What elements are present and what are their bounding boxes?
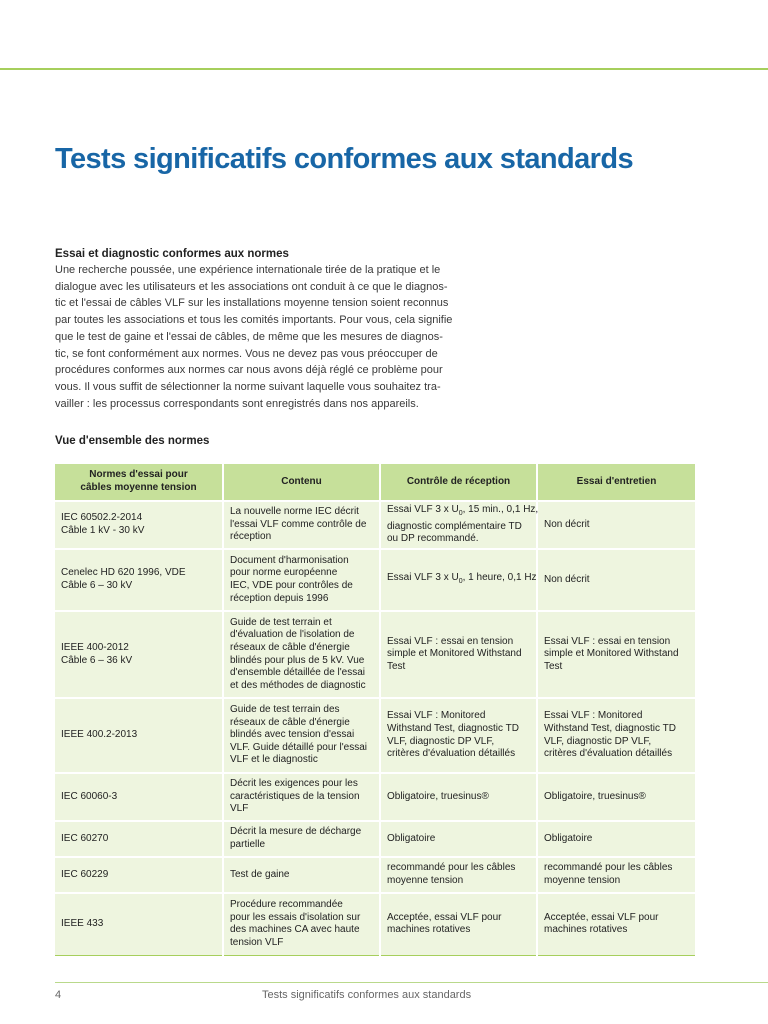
table-row bbox=[55, 698, 695, 773]
cell-line: Obligatoire bbox=[544, 832, 593, 844]
cell-line bbox=[387, 504, 539, 521]
voltage-prefix: Essai VLF 3 x U bbox=[387, 504, 459, 516]
cell-line: Obligatoire bbox=[387, 832, 436, 844]
cell-line: Obligatoire, truesinus® bbox=[544, 790, 646, 802]
cell-line: critères d'évaluation détaillés bbox=[387, 748, 516, 760]
table-row bbox=[55, 857, 695, 893]
intro-line: vailler : les processus correspondants sont enregistrés dans nos appareils. bbox=[55, 397, 419, 410]
footer-rule bbox=[55, 982, 768, 983]
cell-line: Décrit les exigences pour les bbox=[230, 778, 358, 790]
cell-norm bbox=[55, 501, 223, 549]
cell-line: partielle bbox=[230, 839, 266, 850]
cell-line: VLF bbox=[230, 803, 249, 815]
page-number: 4 bbox=[55, 989, 62, 1001]
cell-line: VLF et le diagnostic bbox=[230, 754, 318, 766]
table-row bbox=[55, 893, 695, 955]
header-maintenance: Essai d'entretien bbox=[537, 464, 695, 501]
intro-line: vous. Il vous suffit de sélectionner la norme suivant laquelle vous souhaitez tra- bbox=[55, 380, 441, 393]
header-content: Contenu bbox=[223, 464, 380, 501]
cell-line: machines rotatives bbox=[544, 924, 628, 936]
cell-norm bbox=[55, 893, 223, 955]
cell-line: Acceptée, essai VLF pour bbox=[544, 911, 659, 923]
cell-line: Test de gaine bbox=[230, 868, 290, 880]
intro-paragraph bbox=[55, 262, 480, 412]
cell-line: réseaux de câble d'énergie bbox=[230, 716, 350, 728]
cell-line: Withstand Test, diagnostic TD bbox=[387, 722, 519, 734]
cell-line: pour norme européenne bbox=[230, 567, 338, 579]
cell-maintenance bbox=[537, 549, 695, 611]
cell-line: Non décrit bbox=[544, 518, 590, 530]
intro-section bbox=[55, 246, 480, 412]
cell-content bbox=[223, 893, 380, 955]
cell-line: l'essai VLF comme contrôle de bbox=[230, 518, 367, 530]
cell-line: réception depuis 1996 bbox=[230, 592, 329, 604]
cell-line: VLF, diagnostic DP VLF, bbox=[544, 735, 652, 747]
top-rule bbox=[0, 68, 768, 70]
cell-maintenance bbox=[537, 611, 695, 698]
cell-norm bbox=[55, 857, 223, 893]
intro-line: tic, se font conformément aux normes. Vous ne devez pas vous préoccuper de bbox=[55, 347, 438, 360]
voltage-subscript: 0 bbox=[458, 510, 463, 518]
cell-content bbox=[223, 821, 380, 857]
cell-line bbox=[387, 571, 537, 589]
cell-line: IEC, VDE pour contrôles de bbox=[230, 580, 353, 591]
intro-line: Une recherche poussée, une expérience internationale tirée de la pratique et le bbox=[55, 264, 441, 276]
cell-line: d'ensemble détaillée de l'essai bbox=[230, 667, 366, 679]
cell-line: Cenelec HD 620 1996, VDE bbox=[61, 567, 186, 579]
table-body bbox=[55, 501, 695, 955]
cell-line: Câble 6 – 36 kV bbox=[61, 654, 133, 666]
cell-line: Essai VLF : essai en tension bbox=[387, 635, 514, 647]
header-norm-line: câbles moyenne tension bbox=[80, 482, 197, 493]
cell-line: La nouvelle norme IEC décrit bbox=[230, 506, 359, 518]
cell-line: simple et Monitored Withstand bbox=[544, 648, 679, 660]
cell-acceptance bbox=[380, 501, 537, 549]
cell-line: IEEE 400-2012 bbox=[61, 641, 129, 653]
cell-maintenance bbox=[537, 821, 695, 857]
intro-line: dialogue avec les utilisateurs et les associations ont conduit à ce que le diagnos- bbox=[55, 280, 448, 293]
cell-line: IEC 60060-3 bbox=[61, 790, 118, 802]
header-norm-line: Normes d'essai pour bbox=[89, 469, 188, 481]
cell-line: diagnostic complémentaire TD bbox=[387, 520, 522, 532]
cell-line: machines rotatives bbox=[387, 924, 471, 936]
cell-content bbox=[223, 611, 380, 698]
cell-acceptance bbox=[380, 893, 537, 955]
cell-maintenance bbox=[537, 698, 695, 773]
cell-line: simple et Monitored Withstand bbox=[387, 648, 522, 660]
cell-line: Câble 1 kV - 30 kV bbox=[61, 525, 145, 536]
intro-line: que le test de gaine et l'essai de câbles, de même que les mesures de diagnos- bbox=[55, 330, 443, 343]
header-acceptance: Contrôle de réception bbox=[380, 464, 537, 501]
table-row bbox=[55, 773, 695, 821]
table-header-row bbox=[55, 464, 695, 501]
cell-acceptance bbox=[380, 821, 537, 857]
intro-heading: Essai et diagnostic conformes aux normes bbox=[55, 248, 289, 260]
cell-line: IEC 60229 bbox=[61, 868, 109, 880]
cell-line: ou DP recommandé. bbox=[387, 533, 479, 545]
cell-line: moyenne tension bbox=[387, 875, 464, 886]
table-row bbox=[55, 501, 695, 549]
cell-norm bbox=[55, 549, 223, 611]
cell-content bbox=[223, 857, 380, 893]
cell-acceptance bbox=[380, 857, 537, 893]
overview-heading: Vue d'ensemble des normes bbox=[55, 435, 210, 447]
cell-line: Test bbox=[387, 660, 406, 672]
cell-content bbox=[223, 773, 380, 821]
cell-norm bbox=[55, 821, 223, 857]
cell-line: Withstand Test, diagnostic TD bbox=[544, 722, 676, 734]
cell-content bbox=[223, 501, 380, 549]
cell-line: réseaux de câble d'énergie bbox=[230, 641, 350, 653]
cell-maintenance bbox=[537, 893, 695, 955]
cell-acceptance bbox=[380, 773, 537, 821]
cell-line: IEC 60502.2-2014 bbox=[61, 512, 143, 524]
cell-line: Procédure recommandée bbox=[230, 899, 343, 911]
cell-maintenance bbox=[537, 773, 695, 821]
cell-acceptance bbox=[380, 549, 537, 611]
cell-line: critères d'évaluation détaillés bbox=[544, 748, 673, 760]
cell-line: Décrit la mesure de décharge bbox=[230, 826, 362, 838]
intro-line: par toutes les associations et tous les comités importants. Pour vous, cela signifie bbox=[55, 314, 453, 327]
cell-line: Document d'harmonisation bbox=[230, 554, 349, 566]
cell-line: Acceptée, essai VLF pour bbox=[387, 911, 502, 923]
voltage-suffix: , 1 heure, 0,1 Hz bbox=[462, 571, 537, 583]
cell-line: Essai VLF : Monitored bbox=[387, 710, 486, 722]
cell-line: pour les essais d'isolation sur bbox=[230, 911, 361, 923]
cell-line: des machines CA avec haute bbox=[230, 924, 360, 936]
table-row bbox=[55, 821, 695, 857]
running-title: Tests significatifs conformes aux standards bbox=[262, 989, 472, 1001]
header-norm bbox=[55, 464, 223, 501]
cell-line: Câble 6 – 30 kV bbox=[61, 580, 133, 591]
cell-line: Test bbox=[544, 660, 563, 672]
cell-line: blindés avec tension d'essai bbox=[230, 729, 355, 741]
page-title: Tests significatifs conformes aux standards bbox=[55, 143, 634, 175]
cell-content bbox=[223, 549, 380, 611]
cell-line: Obligatoire, truesinus® bbox=[387, 790, 489, 802]
cell-norm bbox=[55, 611, 223, 698]
cell-norm bbox=[55, 698, 223, 773]
cell-content bbox=[223, 698, 380, 773]
voltage-suffix: , 15 min., 0,1 Hz, bbox=[462, 504, 539, 516]
cell-line: IEEE 433 bbox=[61, 917, 104, 929]
cell-acceptance bbox=[380, 698, 537, 773]
table-row bbox=[55, 549, 695, 611]
cell-line: IEEE 400.2-2013 bbox=[61, 729, 138, 741]
voltage-subscript: 0 bbox=[458, 577, 463, 585]
cell-line: Essai VLF : essai en tension bbox=[544, 635, 671, 647]
norms-table bbox=[55, 464, 695, 956]
cell-line: réception bbox=[230, 531, 272, 543]
cell-acceptance bbox=[380, 611, 537, 698]
cell-norm bbox=[55, 773, 223, 821]
cell-maintenance bbox=[537, 857, 695, 893]
intro-line: procédures conformes aux normes car nous avons déjà réglé ce problème pour bbox=[55, 364, 443, 377]
cell-line: et des méthodes de diagnostic bbox=[230, 679, 366, 691]
cell-line: Guide de test terrain et bbox=[230, 616, 332, 628]
table-row bbox=[55, 611, 695, 698]
cell-line: recommandé pour les câbles bbox=[387, 862, 516, 874]
voltage-prefix: Essai VLF 3 x U bbox=[387, 571, 459, 583]
cell-maintenance bbox=[537, 501, 695, 549]
cell-line: VLF, diagnostic DP VLF, bbox=[387, 735, 495, 747]
cell-line: recommandé pour les câbles bbox=[544, 862, 673, 874]
cell-line: moyenne tension bbox=[544, 875, 621, 886]
cell-line: caractéristiques de la tension bbox=[230, 790, 360, 802]
cell-line: Essai VLF : Monitored bbox=[544, 710, 643, 722]
cell-line: tension VLF bbox=[230, 936, 284, 948]
cell-line: IEC 60270 bbox=[61, 832, 109, 844]
cell-line: blindés pour plus de 5 kV. Vue bbox=[230, 654, 365, 666]
cell-line: Guide de test terrain des bbox=[230, 704, 340, 716]
intro-line: tic et l'essai de câbles VLF sur les installations moyenne tension soient reconnus bbox=[55, 297, 449, 310]
cell-line: Non décrit bbox=[544, 573, 590, 585]
cell-line: d'évaluation de l'isolation de bbox=[230, 629, 355, 641]
cell-line: VLF. Guide détaillé pour l'essai bbox=[230, 741, 367, 753]
